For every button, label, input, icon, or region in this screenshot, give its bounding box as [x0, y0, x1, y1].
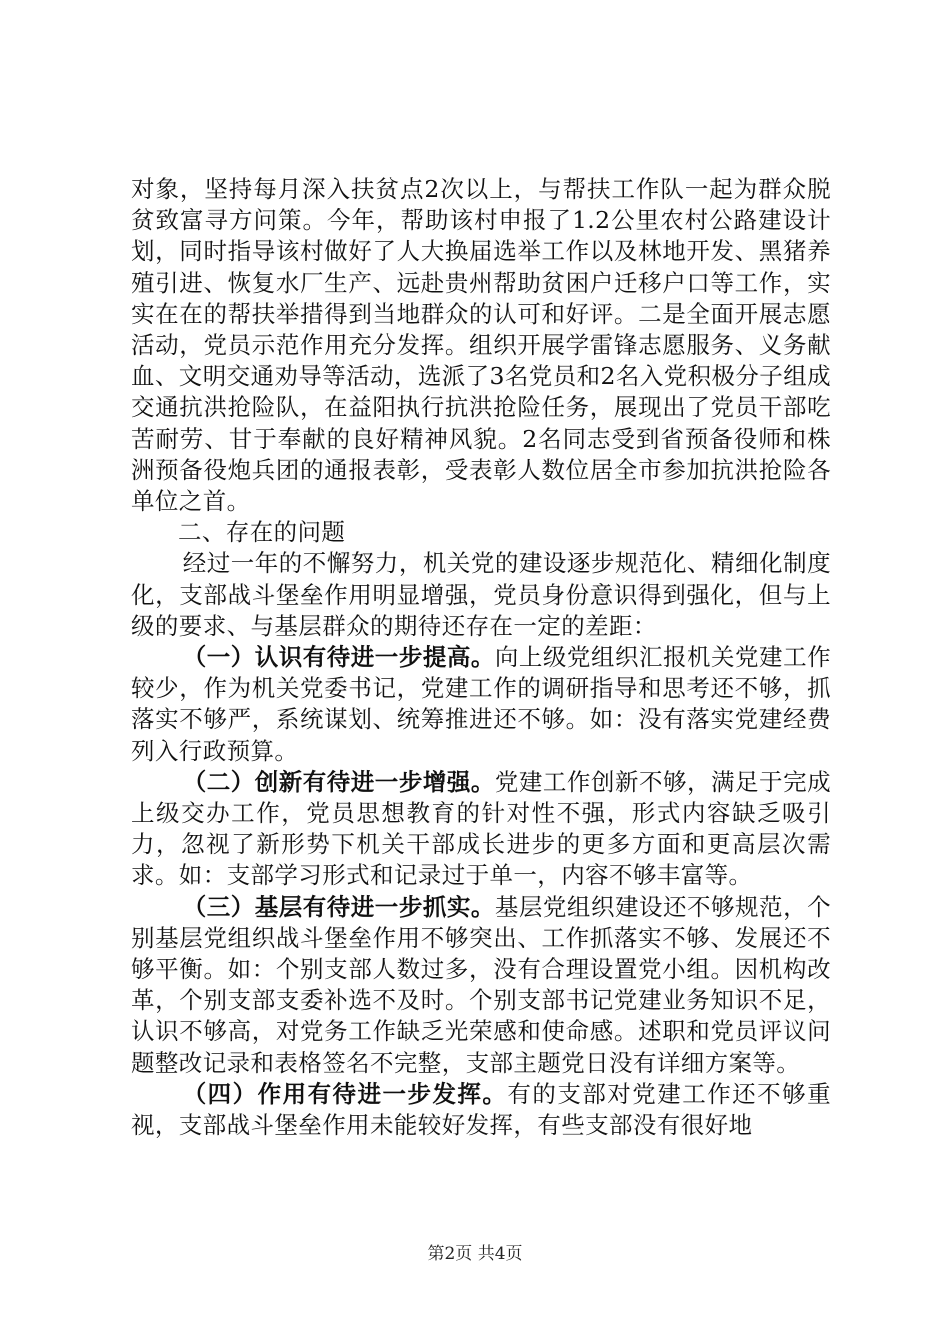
paragraph-lead: （二）创新有待进一步增强。 [182, 767, 495, 796]
paragraph-continued [131, 174, 831, 517]
paragraph-intro [131, 548, 831, 642]
paragraph-text: 经过一年的不懈努力，机关党的建设逐步规范化、精细化制度化，支部战斗堡垒作用明显增强，党员身份意识得到强化，但与上级的要求、与基层群众的期待还存在一定的差距： [131, 549, 831, 640]
paragraph-lead: （三）基层有待进一步抓实。 [182, 892, 495, 921]
section-heading [131, 517, 831, 548]
paragraph-item-4 [131, 1079, 831, 1141]
paragraph-text: 基层党组织建设还不够规范，个别基层党组织战斗堡垒作用不够突出、工作抓落实不够、发展还不够平衡。如：个别支部人数过多，没有合理设置党小组。因机构改革，个别支部支委补选不及时。个别支部书记党建业务知识不足，认识不够高，对党务工作缺乏光荣感和使命感。述职和党员评议问题整改记录和表格签名不完整，支部主题党日没有详细方案等。 [131, 892, 831, 1077]
paragraph-item-3 [131, 892, 831, 1079]
paragraph-text: 党建工作创新不够，满足于完成上级交办工作，党员思想教育的针对性不强，形式内容缺乏吸引力，忽视了新形势下机关干部成长进步的更多方面和更高层次需求。如：支部学习形式和记录过于单一，内容不够丰富等。 [131, 767, 831, 890]
document-body [131, 174, 831, 1141]
paragraph-text: 向上级党组织汇报机关党建工作较少，作为机关党委书记，党建工作的调研指导和思考还不够，抓落实不够严，系统谋划、统筹推进还不够。如：没有落实党建经费列入行政预算。 [131, 643, 831, 765]
paragraph-item-2 [131, 767, 831, 892]
page-number: 第2页 共4页 [427, 1244, 523, 1264]
page-footer [0, 1243, 950, 1265]
paragraph-item-1 [131, 642, 831, 767]
section-heading-text: 二、存在的问题 [178, 518, 346, 547]
paragraph-lead: （一）认识有待进一步提高。 [182, 643, 495, 672]
paragraph-lead: （四）作用有待进一步发挥。 [182, 1079, 508, 1108]
paragraph-text: 对象，坚持每月深入扶贫点2次以上，与帮扶工作队一起为群众脱贫致富寻方问策。今年，帮助该村申报了1.2公里农村公路建设计划，同时指导该村做好了人大换届选举工作以及林地开发、黑猪养殖引进、恢复水厂生产、远赴贵州帮助贫困户迁移户口等工作，实实在在的帮扶举措得到当地群众的认可和好评。二是全面开展志愿活动，党员示范作用充分发挥。组织开展学雷锋志愿服务、义务献血、文明交通劝导等活动，选派了3名党员和2名入党积极分子组成交通抗洪抢险队，在益阳执行抗洪抢险任务，展现出了党员干部吃苦耐劳、甘于奉献的良好精神风貌。2名同志受到省预备役师和株洲预备役炮兵团的通报表彰，受表彰人数位居全市参加抗洪抢险各单位之首。 [131, 175, 831, 516]
paragraph-text: 有的支部对党建工作还不够重视，支部战斗堡垒作用未能较好发挥，有些支部没有很好地 [131, 1079, 832, 1140]
